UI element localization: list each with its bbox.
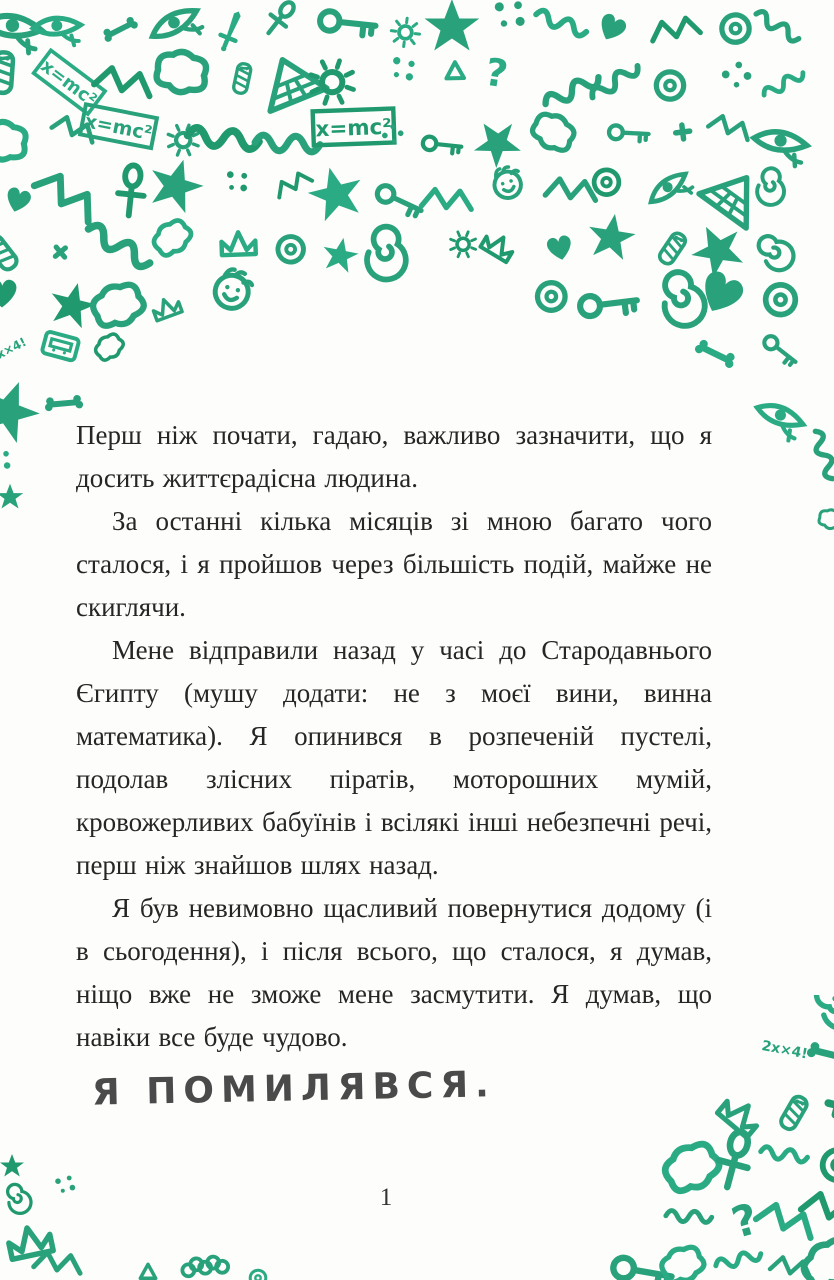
doodle-star [0, 371, 48, 447]
doodle-blob [149, 215, 196, 261]
doodle-dots [491, 0, 528, 30]
doodle-heart [595, 11, 629, 44]
doodle-star [0, 1154, 24, 1177]
doodle-donut [764, 283, 797, 316]
doodle-face [490, 164, 525, 202]
doodle-key [612, 1256, 674, 1280]
doodle-zigzag [801, 1190, 834, 1225]
doodle-eye [750, 400, 805, 444]
doodle-blob [153, 47, 210, 96]
doodle-bone [101, 15, 139, 43]
doodle-cassette [42, 331, 80, 361]
doodle-donut [275, 234, 307, 266]
doodle-zigzag [545, 178, 597, 201]
doodle-spiral [751, 165, 793, 209]
doodle-ankh [713, 1128, 756, 1190]
doodle-blob [797, 1232, 834, 1280]
paragraph-2: За останні кілька місяців зі мною багато чого сталося, і я пройшов через більшість подій, майже не скиглячи. [76, 506, 712, 622]
doodle-heart [546, 234, 574, 262]
doodle-star [585, 210, 638, 261]
doodle-key [422, 136, 462, 154]
doodle-zigzag [34, 1251, 83, 1274]
doodle-donut [817, 1145, 834, 1186]
doodle-sun [163, 119, 204, 160]
doodle-zigzag [770, 1255, 813, 1277]
doodle-ankh [261, 0, 300, 39]
doodle-plus [51, 243, 70, 262]
doodle-squiggle [534, 9, 588, 38]
doodle-star [320, 234, 361, 273]
doodle-dots [386, 53, 419, 85]
doodle-squiggle [810, 429, 834, 480]
doodle-squiggle [666, 1210, 712, 1222]
doodle-zigzag [650, 16, 701, 41]
doodle-question [482, 50, 511, 97]
doodle-bone [694, 338, 738, 370]
doodle-crown [221, 232, 256, 255]
doodle-squiggle [187, 127, 260, 150]
doodle-dots [222, 167, 252, 195]
doodle-eye [0, 13, 42, 54]
doodle-spiral [814, 995, 834, 1033]
doodle-mummy [0, 233, 19, 272]
doodle-spiral [359, 222, 418, 285]
doodle-mummy [233, 63, 252, 95]
doodle-sun [445, 227, 480, 262]
doodle-pyramid [699, 161, 770, 228]
doodle-zigzag [34, 167, 100, 222]
doodle-blob [658, 1242, 708, 1280]
doodle-key [374, 183, 424, 219]
doodle-pyramid [254, 48, 327, 111]
doodle-eye [148, 3, 207, 55]
doodle-worm [181, 1255, 228, 1277]
doodle-triangle [446, 62, 464, 78]
doodle-squiggle [762, 68, 806, 99]
doodle-formula [760, 1038, 809, 1063]
doodle-dots [0, 447, 13, 472]
doodle-star [303, 161, 368, 223]
doodle-eye [33, 17, 82, 48]
paragraph-3: Мене відправили назад у часі до Стародавнього Єгипту (мушу додати: не з моєї вини, винна математика). Я опинився в розпеченій пустелі, подолав злісних піратів, моторошних мумій, кровожерливих бабуїнів і всілякі інші небезпечні речі, перш ніж знайшов шлях назад. [76, 635, 712, 880]
doodle-heart [0, 279, 17, 307]
doodle-mummy [0, 52, 13, 94]
doodle-blob [92, 330, 127, 364]
doodle-star [143, 152, 209, 216]
doodle-star [0, 484, 23, 509]
doodle-spiral [756, 229, 798, 275]
doodle-heart [3, 186, 32, 215]
doodle-squiggle [255, 135, 320, 152]
doodle-star [45, 278, 100, 331]
doodle-key [609, 125, 649, 142]
doodle-formula [80, 104, 157, 148]
doodle-formula [0, 335, 29, 366]
doodle-donut [589, 165, 623, 199]
doodle-key [319, 10, 377, 36]
doodle-blob [817, 507, 834, 531]
doodle-formula [313, 109, 395, 146]
doodle-bone [44, 395, 83, 412]
doodle-donut [532, 277, 570, 315]
doodle-squiggle [753, 9, 801, 44]
doodle-eye [646, 168, 697, 216]
doodle-blob [88, 278, 148, 332]
doodle-formula [34, 50, 105, 114]
doodle-donut [717, 10, 755, 48]
doodle-star [683, 215, 751, 282]
page-text [76, 414, 712, 1114]
doodle-bone [806, 1041, 834, 1067]
doodle-face [211, 266, 254, 312]
doodle-triangle [140, 1264, 155, 1278]
doodle-star [464, 110, 527, 172]
bottom-left-doodles [0, 1145, 300, 1280]
doodle-mummy [657, 231, 688, 266]
doodle-key [579, 290, 638, 318]
doodle-sun [385, 12, 425, 52]
doodle-zigzag [52, 114, 98, 143]
doodle-squiggle [760, 1146, 808, 1163]
doodle-donut [250, 1270, 266, 1280]
doodle-crown [151, 295, 182, 321]
doodle-star [425, 0, 480, 50]
doodle-mummy [779, 1094, 810, 1132]
doodle-donut [654, 69, 687, 102]
paragraph-4: Я був невимовно щасливий повернутися додому (і в сьогодення), і після всього, що сталося, я думав, ніщо вже не зможе мене засмутити. Я думав, що навіки все буде чудово. [76, 893, 712, 1052]
doodle-squiggle [589, 61, 641, 103]
doodle-squiggle [542, 71, 601, 110]
paragraph-1: Перш ніж почати, гадаю, важливо зазначити, що я досить життєрадісна людина. [76, 420, 712, 493]
doodle-ankh [116, 164, 147, 217]
handwritten-line: Я ПОМИЛЯВСЯ. [91, 1064, 497, 1114]
doodle-eye [751, 129, 808, 168]
doodle-zigzag [708, 113, 752, 140]
doodle-blob [0, 118, 29, 164]
doodle-sun [302, 52, 362, 112]
doodle-squiggle [85, 222, 154, 270]
doodle-squiggle [714, 1248, 762, 1270]
doodle-crown [7, 1224, 54, 1260]
doodle-heart [695, 268, 747, 320]
doodle-crown [717, 1094, 763, 1138]
doodle-zigzag [421, 189, 472, 210]
doodle-crown [480, 230, 516, 262]
doodle-blob [528, 107, 580, 156]
doodle-spiral [660, 270, 709, 328]
doodle-key [761, 334, 799, 368]
page-number: 1 [379, 1184, 393, 1211]
doodle-sword [215, 8, 246, 54]
doodle-zigzag [273, 169, 312, 197]
doodle-dots [379, 121, 405, 146]
doodle-plus [675, 124, 691, 140]
doodle-zigzag [94, 65, 154, 96]
doodle-plus [826, 1094, 834, 1118]
doodle-dots [719, 59, 753, 91]
